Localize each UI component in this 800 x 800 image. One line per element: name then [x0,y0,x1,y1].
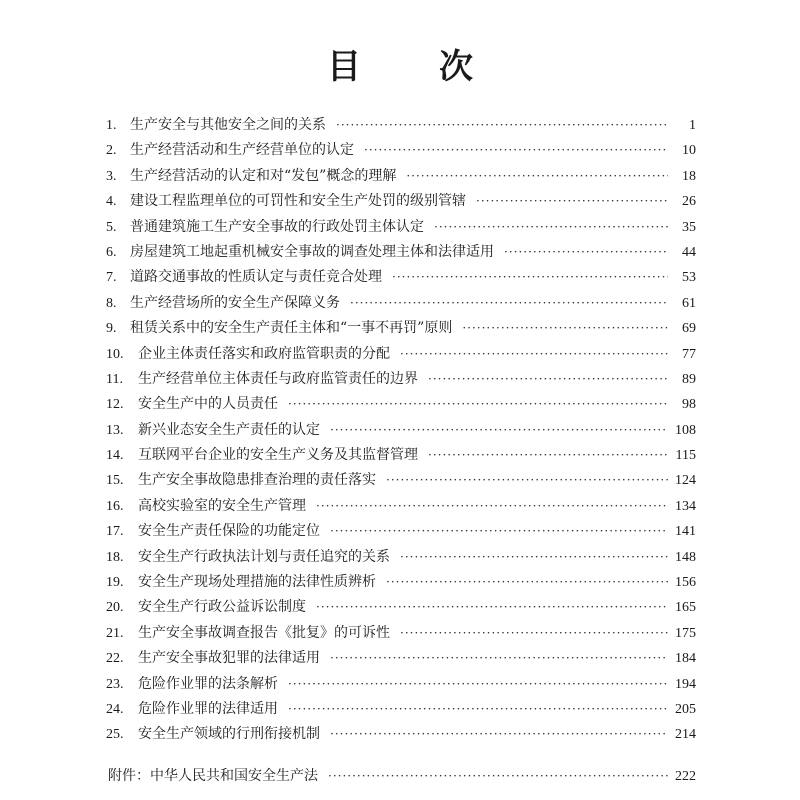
toc-entry-page-number: 89 [682,371,696,387]
leader-dots [428,367,668,392]
toc-entry-title: 生产安全事故犯罪的法律适用 [138,650,320,667]
toc-entry-title: 租赁关系中的安全生产责任主体和“一事不再罚”原则 [130,320,453,337]
leader-dots [336,113,668,138]
toc-entry[interactable] [106,316,696,341]
appendix-label: 附件：中华人民共和国安全生产法 [108,768,318,784]
toc-entry-number: 19. [106,575,124,591]
toc-entry[interactable] [106,215,696,240]
toc-entry[interactable] [106,240,696,265]
leader-dots [428,443,668,468]
toc-entry-title: 安全生产中的人员责任 [138,396,278,413]
toc-entry-number: 23. [106,676,124,692]
toc-entry-page-number: 134 [675,498,696,514]
leader-dots [288,392,668,417]
toc-entry[interactable] [106,468,696,493]
toc-entry-page-number: 61 [682,295,696,311]
toc-entry[interactable] [106,138,696,163]
toc-entry-number: 21. [106,625,124,641]
toc-entry-title: 安全生产行政公益诉讼制度 [138,599,306,616]
page-title [0,38,800,88]
toc-entry-title: 互联网平台企业的安全生产义务及其监督管理 [138,447,418,464]
toc-entry-number: 3. [106,168,117,184]
toc-entry-title: 道路交通事故的性质认定与责任竞合处理 [130,269,382,286]
toc-entry-number: 9. [106,321,117,337]
leader-dots [386,570,668,595]
toc-entry-title: 生产经营活动的认定和对“发包”概念的理解 [130,167,397,184]
toc-entry[interactable] [106,418,696,443]
toc-entry-page-number: 108 [675,422,696,438]
toc-entry-page-number: 35 [682,219,696,235]
toc-entry-page-number: 44 [682,244,696,260]
toc-entry-title: 危险作业罪的法律适用 [138,700,278,717]
leader-dots [330,722,668,747]
toc-entry-page-number: 184 [675,651,696,667]
toc-entry-page-number: 53 [682,270,696,286]
leader-dots [400,621,668,646]
appendix-entry[interactable] [106,764,696,789]
leader-dots [328,764,668,789]
toc-entry-title: 安全生产责任保险的功能定位 [138,523,320,540]
toc-entry[interactable] [106,189,696,214]
leader-dots [400,545,668,570]
toc-entry-number: 6. [106,244,117,260]
toc-entry[interactable] [106,570,696,595]
toc-entry[interactable] [106,545,696,570]
toc-entry-title: 安全生产领域的行刑衔接机制 [138,726,320,743]
leader-dots [406,164,668,189]
toc-entry-number: 5. [106,219,117,235]
toc-entry-number: 17. [106,524,124,540]
toc-entry-number: 13. [106,422,124,438]
toc-entry-number: 8. [106,295,117,311]
toc-entry[interactable] [106,672,696,697]
leader-dots [476,189,668,214]
toc-entry-title: 高校实验室的安全生产管理 [138,497,306,514]
title-char-2: 次 [439,46,473,87]
leader-dots [400,342,668,367]
leader-dots [504,240,668,265]
toc-entry-page-number: 77 [682,346,696,362]
toc-entry-title: 危险作业罪的法条解析 [138,675,278,692]
toc-entry-title: 生产经营场所的安全生产保障义务 [130,294,340,311]
toc-entry-number: 2. [106,143,117,159]
toc-entry-page-number: 10 [682,143,696,159]
toc-entry-title: 安全生产行政执法计划与责任追究的关系 [138,548,390,565]
leader-dots [392,265,668,290]
toc-entry-title: 安全生产现场处理措施的法律性质辨析 [138,574,376,591]
toc-entry[interactable] [106,722,696,747]
table-of-contents [106,113,696,748]
toc-entry-page-number: 98 [682,397,696,413]
leader-dots [316,494,668,519]
toc-entry-number: 1. [106,118,117,133]
leader-dots [330,519,668,544]
toc-entry-title: 生产安全事故隐患排查治理的责任落实 [138,472,376,489]
toc-entry-number: 16. [106,498,124,514]
toc-entry-number: 12. [106,397,124,413]
toc-entry[interactable] [106,342,696,367]
leader-dots [330,646,668,671]
leader-dots [316,595,668,620]
toc-entry-title: 建设工程监理单位的可罚性和安全生产处罚的级别管辖 [130,193,466,210]
leader-dots [364,138,668,163]
leader-dots [288,697,668,722]
toc-entry-page-number: 1 [689,118,696,133]
toc-entry-number: 15. [106,473,124,489]
toc-entry[interactable] [106,595,696,620]
toc-entry-number: 18. [106,549,124,565]
toc-entry-page-number: 18 [682,168,696,184]
toc-entry[interactable] [106,392,696,417]
toc-entry-title: 生产经营活动和生产经营单位的认定 [130,142,354,159]
toc-entry-number: 11. [106,371,123,387]
toc-entry[interactable] [106,443,696,468]
toc-entry-page-number: 141 [675,524,696,540]
toc-entry-page-number: 148 [675,549,696,565]
toc-entry-number: 24. [106,701,124,717]
appendix-page-number: 222 [675,769,696,784]
toc-entry[interactable] [106,291,696,316]
toc-entry-title: 企业主体责任落实和政府监管职责的分配 [138,345,390,362]
leader-dots [434,215,668,240]
toc-entry[interactable] [106,367,696,392]
toc-entry-page-number: 165 [675,600,696,616]
toc-entry-title: 生产安全与其他安全之间的关系 [130,117,326,133]
toc-entry-page-number: 214 [675,727,696,743]
toc-entry-number: 10. [106,346,124,362]
leader-dots [330,418,668,443]
toc-entry-page-number: 115 [675,448,696,464]
toc-entry[interactable] [106,646,696,671]
leader-dots [462,316,668,341]
toc-entry-number: 22. [106,651,124,667]
toc-entry-page-number: 194 [675,676,696,692]
toc-entry-title: 新兴业态安全生产责任的认定 [138,421,320,438]
toc-entry-page-number: 175 [675,625,696,641]
toc-entry-title: 生产经营单位主体责任与政府监管责任的边界 [138,370,418,387]
toc-entry-title: 房屋建筑工地起重机械安全事故的调查处理主体和法律适用 [130,243,494,260]
toc-entry[interactable] [106,113,696,138]
title-char-1: 目 [327,46,361,87]
toc-entry-page-number: 156 [675,575,696,591]
leader-dots [288,672,668,697]
toc-entry[interactable] [106,621,696,646]
toc-entry-title: 生产安全事故调查报告《批复》的可诉性 [138,624,390,641]
toc-entry-number: 14. [106,448,124,464]
toc-entry-page-number: 124 [675,473,696,489]
toc-entry[interactable] [106,697,696,722]
toc-entry-title: 普通建筑施工生产安全事故的行政处罚主体认定 [130,218,424,235]
toc-entry-page-number: 26 [682,194,696,210]
toc-entry[interactable] [106,164,696,189]
leader-dots [350,291,668,316]
toc-entry-number: 4. [106,194,117,210]
toc-entry[interactable] [106,265,696,290]
toc-entry[interactable] [106,494,696,519]
toc-entry[interactable] [106,519,696,544]
leader-dots [386,468,668,493]
toc-entry-page-number: 69 [682,321,696,337]
toc-entry-number: 20. [106,600,124,616]
toc-entry-number: 7. [106,270,117,286]
toc-entry-number: 25. [106,727,124,743]
toc-entry-page-number: 205 [675,701,696,717]
